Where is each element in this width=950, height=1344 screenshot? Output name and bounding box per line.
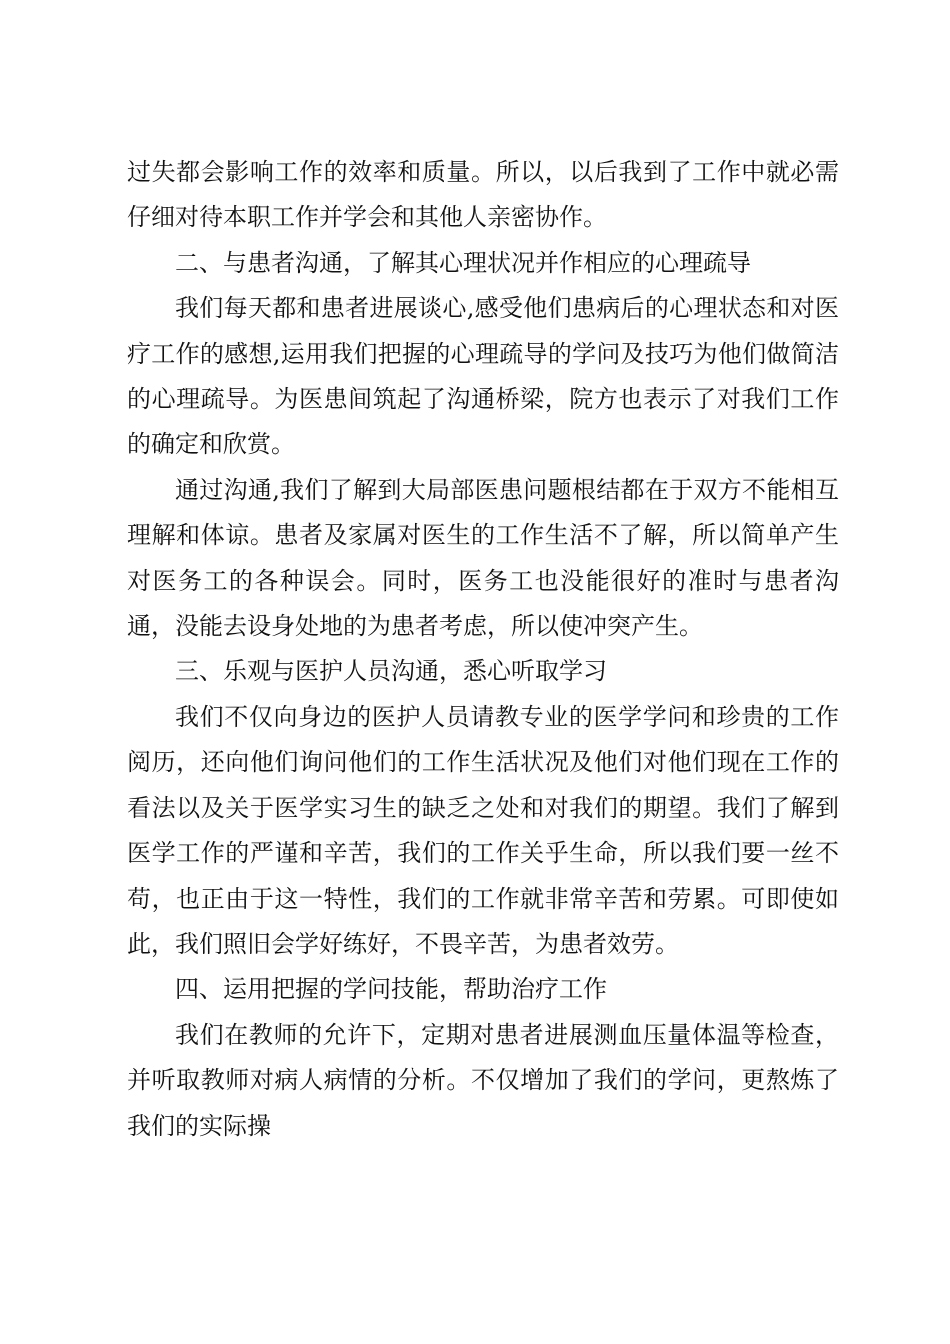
section-heading-3: 三、乐观与医护人员沟通，悉心听取学习	[175, 657, 607, 686]
paragraph: 我们在教师的允许下，定期对患者进展测血压量体温等检查，并听取教师对病人病情的分析。不仅增加了我们的学问，更熬炼了我们的实际操	[127, 1020, 839, 1140]
document-page	[127, 150, 839, 1149]
section-heading-4: 四、运用把握的学问技能，帮助治疗工作	[175, 975, 607, 1004]
paragraph: 我们每天都和患者进展谈心,感受他们患病后的心理状态和对医疗工作的感想,运用我们把握的心理疏导的学问及技巧为他们做简洁的心理疏导。为医患间筑起了沟通桥梁，院方也表示了对我们工作的确定和欣赏。	[127, 294, 839, 459]
paragraph: 我们不仅向身边的医护人员请教专业的医学学问和珍贵的工作阅历，还向他们询问他们的工作生活状况及他们对他们现在工作的看法以及关于医学实习生的缺乏之处和对我们的期望。我们了解到医学工作的严谨和辛苦，我们的工作关乎生命，所以我们要一丝不苟，也正由于这一特性，我们的工作就非常辛苦和劳累。可即使如此，我们照旧会学好练好，不畏辛苦，为患者效劳。	[127, 702, 839, 958]
paragraph-continuation: 过失都会影响工作的效率和质量。所以，以后我到了工作中就必需仔细对待本职工作并学会和其他人亲密协作。	[127, 158, 839, 232]
section-heading-2: 二、与患者沟通，了解其心理状况并作相应的心理疏导	[175, 248, 751, 277]
paragraph: 通过沟通,我们了解到大局部医患问题根结都在于双方不能相互理解和体谅。患者及家属对医生的工作生活不了解，所以简单产生对医务工的各种误会。同时，医务工也没能很好的准时与患者沟通，没能去设身处地的为患者考虑，所以使冲突产生。	[127, 475, 839, 641]
